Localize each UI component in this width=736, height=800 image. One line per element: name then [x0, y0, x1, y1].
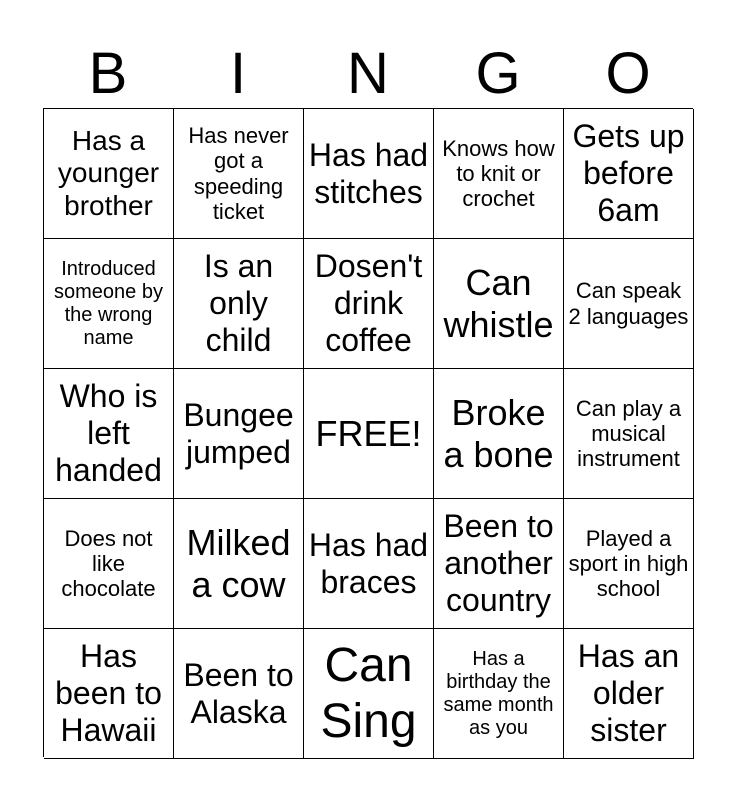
- cell-text: Can Sing: [320, 639, 417, 748]
- cell-text: Been to another country: [443, 508, 554, 618]
- bingo-cell-r5c2[interactable]: [174, 629, 304, 759]
- cell-text: Has never got a speeding ticket: [188, 122, 289, 224]
- cell-text: FREE!: [315, 412, 422, 454]
- bingo-cell-r4c3[interactable]: [304, 499, 434, 629]
- cell-text: Been to Alaska: [183, 656, 294, 730]
- cell-text: Milked a cow: [186, 522, 291, 605]
- bingo-cell-r2c2[interactable]: [174, 239, 304, 369]
- header-letter-o: O: [605, 41, 651, 106]
- bingo-cell-r5c3[interactable]: [304, 629, 434, 759]
- bingo-cell-r5c1[interactable]: [44, 629, 174, 759]
- bingo-cell-r1c2[interactable]: [174, 109, 304, 239]
- bingo-header: [43, 40, 693, 108]
- bingo-cell-r1c1[interactable]: [44, 109, 174, 239]
- cell-text: Has had braces: [308, 526, 429, 600]
- header-letter-b: B: [88, 41, 128, 106]
- cell-text: Can speak 2 languages: [568, 278, 689, 329]
- cell-text: Has been to Hawaii: [55, 638, 162, 748]
- header-letter-n: N: [347, 41, 389, 106]
- cell-text: Gets up before 6am: [572, 118, 685, 228]
- cell-text: Can whistle: [443, 262, 554, 345]
- bingo-cell-r4c4[interactable]: [434, 499, 564, 629]
- header-letter-i: I: [229, 41, 247, 106]
- bingo-cell-r2c4[interactable]: [434, 239, 564, 369]
- bingo-cell-r3c5[interactable]: [564, 369, 694, 499]
- cell-text: Who is left handed: [55, 378, 162, 488]
- cell-text: Dosen't drink coffee: [314, 248, 423, 358]
- cell-text: Bungee jumped: [183, 396, 294, 470]
- cell-text: Has an older sister: [577, 638, 680, 748]
- bingo-board: [43, 108, 693, 757]
- cell-text: Knows how to knit or crochet: [442, 135, 555, 212]
- bingo-cell-r4c1[interactable]: [44, 499, 174, 629]
- bingo-cell-r1c4[interactable]: [434, 109, 564, 239]
- bingo-cell-r3c3-free-space[interactable]: [304, 369, 434, 499]
- bingo-cell-r4c5[interactable]: [564, 499, 694, 629]
- bingo-cell-r1c3[interactable]: [304, 109, 434, 239]
- cell-text: Can play a musical instrument: [575, 395, 682, 472]
- bingo-cell-r4c2[interactable]: [174, 499, 304, 629]
- bingo-cell-r2c1[interactable]: [44, 239, 174, 369]
- cell-text: Is an only child: [203, 248, 274, 358]
- cell-text: Has a birthday the same month as you: [443, 647, 554, 739]
- bingo-cell-r3c1[interactable]: [44, 369, 174, 499]
- bingo-cell-r2c3[interactable]: [304, 239, 434, 369]
- bingo-cell-r2c5[interactable]: [564, 239, 694, 369]
- bingo-cell-r1c5[interactable]: [564, 109, 694, 239]
- bingo-cell-r5c5[interactable]: [564, 629, 694, 759]
- header-letter-g: G: [475, 41, 521, 106]
- bingo-cell-r5c4[interactable]: [434, 629, 564, 759]
- cell-text: Has had stitches: [308, 136, 429, 210]
- cell-text: Played a sport in high school: [568, 525, 689, 602]
- cell-text: Broke a bone: [443, 392, 554, 475]
- cell-text: Has a younger brother: [57, 125, 160, 221]
- bingo-cell-r3c2[interactable]: [174, 369, 304, 499]
- bingo-cell-r3c4[interactable]: [434, 369, 564, 499]
- cell-text: Does not like chocolate: [61, 525, 156, 602]
- cell-text: Introduced someone by the wrong name: [54, 257, 163, 349]
